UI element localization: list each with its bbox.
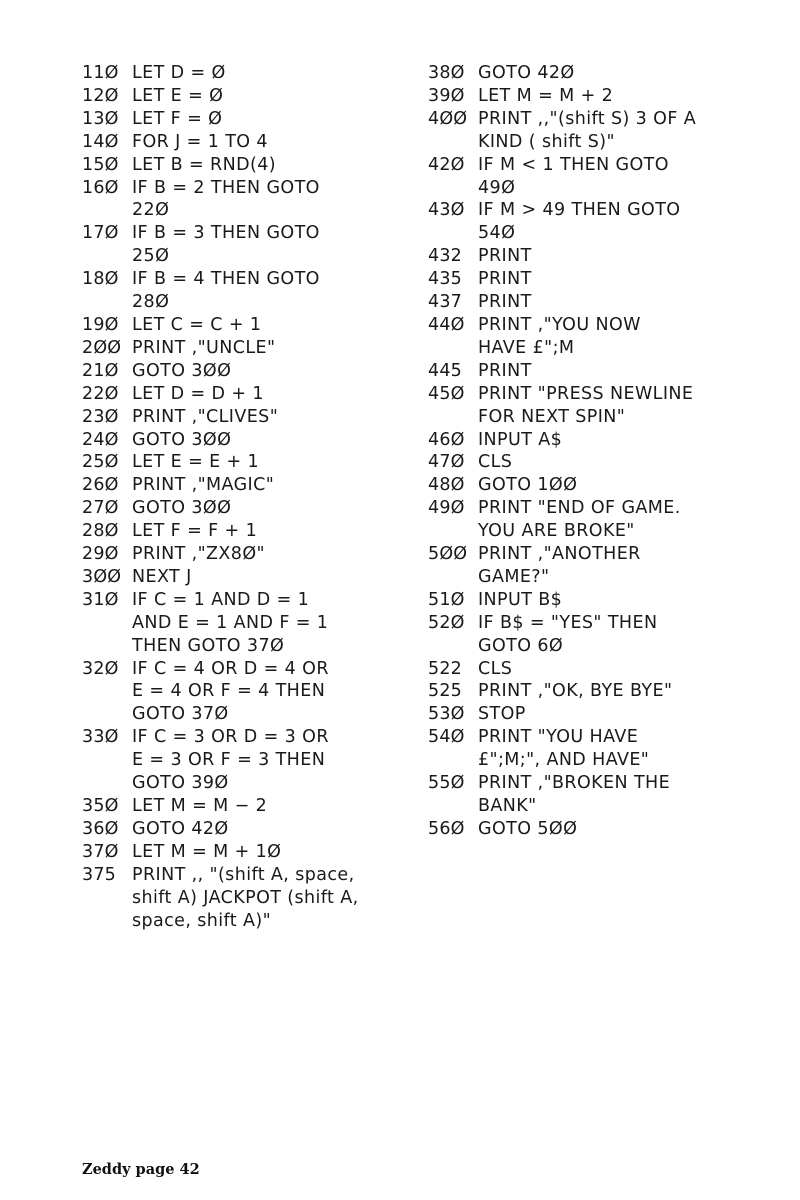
code-text: space, shift A)" <box>132 910 272 931</box>
line-number: 47Ø <box>428 452 465 473</box>
code-text: LET M = M + 1Ø <box>132 841 282 862</box>
code-text: PRINT <box>478 360 532 381</box>
line-number: 42Ø <box>428 154 465 175</box>
code-text: GOTO 5ØØ <box>478 818 578 839</box>
code-line <box>428 566 768 589</box>
code-text: PRINT "YOU HAVE <box>478 727 639 748</box>
code-text: E = 4 OR F = 4 THEN <box>132 681 326 702</box>
code-line <box>428 612 768 635</box>
code-text: LET F = Ø <box>132 108 223 129</box>
code-text: PRINT ,"UNCLE" <box>132 337 276 358</box>
line-number: 24Ø <box>82 429 119 450</box>
code-line <box>428 795 768 818</box>
code-text: PRINT <box>478 292 532 313</box>
code-line <box>82 62 412 85</box>
line-number: 56Ø <box>428 818 465 839</box>
code-line <box>82 268 412 291</box>
code-text: IF C = 4 OR D = 4 OR <box>132 658 329 679</box>
line-number: 31Ø <box>82 589 119 610</box>
code-text: PRINT <box>478 269 532 290</box>
line-number: 49Ø <box>428 498 465 519</box>
code-line <box>428 199 768 222</box>
line-number: 432 <box>428 246 463 267</box>
code-text: HAVE £";M <box>478 337 575 358</box>
code-line <box>82 726 412 749</box>
code-line <box>82 177 412 200</box>
code-text: GOTO 3ØØ <box>132 360 232 381</box>
code-text: PRINT "PRESS NEWLINE <box>478 383 694 404</box>
line-number: 2ØØ <box>82 337 122 358</box>
code-line <box>428 131 768 154</box>
line-number: 44Ø <box>428 314 465 335</box>
line-number: 54Ø <box>428 727 465 748</box>
program-listing-right-column <box>428 62 768 841</box>
code-line <box>82 451 412 474</box>
code-text: PRINT ,"ZX8Ø" <box>132 544 265 565</box>
code-text: LET E = E + 1 <box>132 452 260 473</box>
code-text: PRINT ,"BROKEN THE <box>478 773 671 794</box>
code-text: IF C = 3 OR D = 3 OR <box>132 727 329 748</box>
code-text: GOTO 3ØØ <box>132 498 232 519</box>
line-number: 17Ø <box>82 223 119 244</box>
code-line <box>428 658 768 681</box>
code-text: shift A) JACKPOT (shift A, <box>132 887 359 908</box>
code-line <box>82 772 412 795</box>
code-line <box>82 612 412 635</box>
code-text: IF M < 1 THEN GOTO <box>478 154 669 175</box>
code-text: CLS <box>478 452 513 473</box>
line-number: 52Ø <box>428 612 465 633</box>
code-text: PRINT "END OF GAME. <box>478 498 681 519</box>
code-text: GOTO 39Ø <box>132 773 229 794</box>
code-text: 22Ø <box>132 200 170 221</box>
code-line <box>428 818 768 841</box>
code-line <box>82 474 412 497</box>
code-text: PRINT ,"YOU NOW <box>478 314 641 335</box>
line-number: 15Ø <box>82 154 119 175</box>
code-line <box>428 772 768 795</box>
code-text: 28Ø <box>132 292 170 313</box>
code-text: LET B = RND(4) <box>132 154 276 175</box>
code-text: FOR J = 1 TO 4 <box>132 131 268 152</box>
code-line <box>82 497 412 520</box>
code-line <box>428 589 768 612</box>
code-line <box>82 795 412 818</box>
line-number: 19Ø <box>82 314 119 335</box>
line-number: 5ØØ <box>428 544 468 565</box>
line-number: 21Ø <box>82 360 119 381</box>
line-number: 445 <box>428 360 463 381</box>
line-number: 23Ø <box>82 406 119 427</box>
line-number: 16Ø <box>82 177 119 198</box>
code-text: GOTO 37Ø <box>132 704 229 725</box>
code-line <box>82 680 412 703</box>
line-number: 375 <box>82 864 117 885</box>
line-number: 525 <box>428 681 463 702</box>
code-text: PRINT ,"OK, BYE BYE" <box>478 681 673 702</box>
code-line <box>82 291 412 314</box>
code-line <box>82 337 412 360</box>
code-line <box>82 85 412 108</box>
line-number: 43Ø <box>428 200 465 221</box>
code-line <box>82 703 412 726</box>
code-line <box>82 406 412 429</box>
line-number: 18Ø <box>82 269 119 290</box>
code-text: INPUT B$ <box>478 589 563 610</box>
line-number: 4ØØ <box>428 108 468 129</box>
code-text: £";M;", AND HAVE" <box>478 750 650 771</box>
code-line <box>82 131 412 154</box>
code-line <box>428 177 768 200</box>
code-text: IF B$ = "YES" THEN <box>478 612 658 633</box>
code-line <box>82 589 412 612</box>
code-line <box>428 520 768 543</box>
code-line <box>428 680 768 703</box>
code-line <box>428 383 768 406</box>
code-text: E = 3 OR F = 3 THEN <box>132 750 326 771</box>
code-line <box>428 726 768 749</box>
code-line <box>82 199 412 222</box>
line-number: 39Ø <box>428 85 465 106</box>
code-line <box>428 703 768 726</box>
code-text: PRINT ,"CLIVES" <box>132 406 279 427</box>
code-line <box>82 154 412 177</box>
line-number: 33Ø <box>82 727 119 748</box>
code-text: IF M > 49 THEN GOTO <box>478 200 681 221</box>
code-text: INPUT A$ <box>478 429 563 450</box>
code-line <box>82 360 412 383</box>
code-text: PRINT ,,"(shift S) 3 OF A <box>478 108 697 129</box>
code-text: KIND ( shift S)" <box>478 131 615 152</box>
code-line <box>82 314 412 337</box>
code-text: LET M = M − 2 <box>132 796 268 816</box>
code-text: AND E = 1 AND F = 1 <box>132 612 329 633</box>
code-line <box>82 818 412 841</box>
line-number: 14Ø <box>82 131 119 152</box>
code-text: BANK" <box>478 796 537 816</box>
code-line <box>82 864 412 887</box>
code-line <box>82 749 412 772</box>
line-number: 36Ø <box>82 818 119 839</box>
line-number: 437 <box>428 292 463 313</box>
code-line <box>428 154 768 177</box>
page-footer: Zeddy page 42 <box>82 1161 200 1178</box>
line-number: 32Ø <box>82 658 119 679</box>
code-line <box>428 406 768 429</box>
code-text: PRINT <box>478 246 532 267</box>
line-number: 48Ø <box>428 475 465 496</box>
line-number: 27Ø <box>82 498 119 519</box>
code-line <box>428 245 768 268</box>
code-text: LET C = C + 1 <box>132 314 262 335</box>
code-text: THEN GOTO 37Ø <box>132 635 285 656</box>
code-text: CLS <box>478 658 513 679</box>
program-listing-left-column <box>82 62 412 932</box>
line-number: 29Ø <box>82 544 119 565</box>
code-text: PRINT ,, "(shift A, space, <box>132 864 355 885</box>
line-number: 25Ø <box>82 452 119 473</box>
code-text: FOR NEXT SPIN" <box>478 406 626 427</box>
code-line <box>428 291 768 314</box>
code-line <box>428 749 768 772</box>
line-number: 38Ø <box>428 63 465 83</box>
code-text: LET D = D + 1 <box>132 383 264 404</box>
line-number: 22Ø <box>82 383 119 404</box>
code-text: PRINT ,"ANOTHER <box>478 544 641 565</box>
code-text: IF C = 1 AND D = 1 <box>132 589 310 610</box>
code-line <box>428 635 768 658</box>
line-number: 26Ø <box>82 475 119 496</box>
code-text: 54Ø <box>478 223 516 244</box>
code-line <box>82 887 412 910</box>
code-text: YOU ARE BROKE" <box>478 521 635 542</box>
code-text: GOTO 42Ø <box>132 818 229 839</box>
code-line <box>428 337 768 360</box>
code-text: NEXT J <box>132 566 192 587</box>
code-line <box>82 658 412 681</box>
code-line <box>82 910 412 933</box>
line-number: 12Ø <box>82 85 119 106</box>
code-line <box>428 474 768 497</box>
code-text: GAME?" <box>478 566 550 587</box>
code-line <box>82 841 412 864</box>
code-line <box>428 497 768 520</box>
code-line <box>428 85 768 108</box>
code-text: 49Ø <box>478 177 516 198</box>
line-number: 13Ø <box>82 108 119 129</box>
line-number: 53Ø <box>428 704 465 725</box>
code-text: PRINT ,"MAGIC" <box>132 475 275 496</box>
code-line <box>428 429 768 452</box>
line-number: 51Ø <box>428 589 465 610</box>
code-text: LET M = M + 2 <box>478 85 614 106</box>
line-number: 55Ø <box>428 773 465 794</box>
line-number: 37Ø <box>82 841 119 862</box>
code-text: GOTO 6Ø <box>478 635 564 656</box>
line-number: 45Ø <box>428 383 465 404</box>
code-line <box>82 245 412 268</box>
line-number: 11Ø <box>82 63 119 83</box>
code-line <box>428 222 768 245</box>
code-text: 25Ø <box>132 246 170 267</box>
code-line <box>428 314 768 337</box>
code-text: IF B = 3 THEN GOTO <box>132 223 320 244</box>
line-number: 35Ø <box>82 796 119 816</box>
code-text: IF B = 2 THEN GOTO <box>132 177 320 198</box>
code-text: GOTO 1ØØ <box>478 475 578 496</box>
code-text: GOTO 3ØØ <box>132 429 232 450</box>
code-line <box>82 566 412 589</box>
code-line <box>82 429 412 452</box>
code-line <box>428 108 768 131</box>
line-number: 435 <box>428 269 463 290</box>
code-line <box>428 451 768 474</box>
code-line <box>82 635 412 658</box>
line-number: 522 <box>428 658 463 679</box>
code-line <box>428 62 768 85</box>
line-number: 46Ø <box>428 429 465 450</box>
code-line <box>82 222 412 245</box>
line-number: 3ØØ <box>82 566 122 587</box>
code-line <box>82 108 412 131</box>
code-line <box>82 543 412 566</box>
code-text: LET D = Ø <box>132 63 226 83</box>
code-text: IF B = 4 THEN GOTO <box>132 269 320 290</box>
code-line <box>82 383 412 406</box>
code-line <box>428 268 768 291</box>
code-line <box>428 360 768 383</box>
line-number: 28Ø <box>82 521 119 542</box>
code-text: STOP <box>478 704 526 725</box>
code-text: GOTO 42Ø <box>478 63 575 83</box>
code-line <box>428 543 768 566</box>
code-text: LET E = Ø <box>132 85 224 106</box>
code-text: LET F = F + 1 <box>132 521 258 542</box>
code-line <box>82 520 412 543</box>
